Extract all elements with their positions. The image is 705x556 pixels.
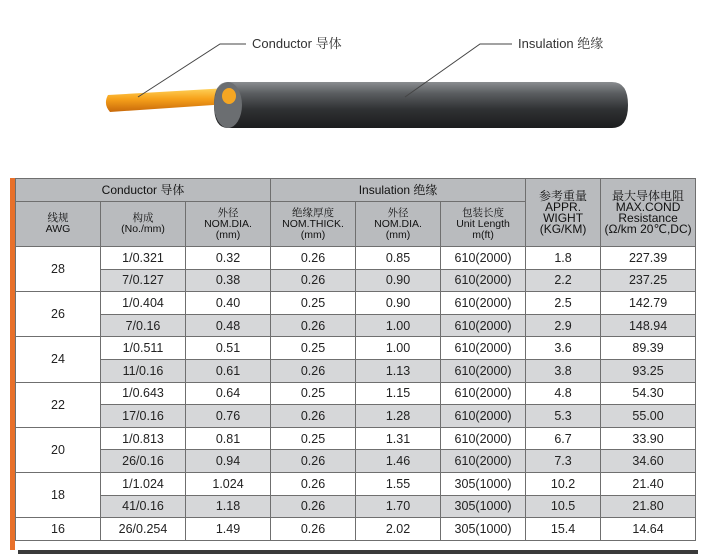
- awg-cell: 18: [16, 472, 101, 517]
- insulation-dia-cell: 1.31: [356, 427, 441, 450]
- resistance-cell: 34.60: [601, 450, 696, 473]
- conductor-dia-cell: 0.76: [186, 405, 271, 428]
- thickness-cell: 0.26: [271, 495, 356, 518]
- composition-cell: 7/0.16: [101, 314, 186, 337]
- unit-length-cell: 610(2000): [441, 450, 526, 473]
- insulation-dia-cell: 1.00: [356, 337, 441, 360]
- table-row: [16, 495, 696, 518]
- table-row: [16, 359, 696, 382]
- unit-length-header-cn: 包装长度: [462, 206, 505, 219]
- unit-length-header: [441, 202, 526, 247]
- cable-diagram: [0, 0, 705, 165]
- conductor-dia-cell: 0.40: [186, 292, 271, 315]
- weight-cell: 1.8: [526, 247, 601, 270]
- thickness-header-cn: 绝缘厚度: [292, 206, 335, 219]
- unit-length-cell: 610(2000): [441, 405, 526, 428]
- weight-header: [526, 179, 601, 247]
- conductor-dia-header-en: NOM.DIA.: [204, 217, 252, 230]
- conductor-dia-cell: 0.94: [186, 450, 271, 473]
- spec-table: [15, 178, 696, 541]
- thickness-cell: 0.25: [271, 427, 356, 450]
- composition-cell: 26/0.254: [101, 518, 186, 541]
- table-row: [16, 247, 696, 270]
- thickness-header-unit: (mm): [300, 228, 326, 241]
- resistance-header-unit: (Ω/km 20℃,DC): [604, 221, 692, 236]
- unit-length-cell: 610(2000): [441, 382, 526, 405]
- conductor-dia-cell: 0.48: [186, 314, 271, 337]
- resistance-cell: 237.25: [601, 269, 696, 292]
- weight-cell: 2.2: [526, 269, 601, 292]
- composition-cell: 11/0.16: [101, 359, 186, 382]
- conductor-dia-cell: 0.61: [186, 359, 271, 382]
- thickness-cell: 0.25: [271, 337, 356, 360]
- unit-length-cell: 610(2000): [441, 247, 526, 270]
- weight-cell: 10.2: [526, 472, 601, 495]
- unit-length-cell: 610(2000): [441, 314, 526, 337]
- resistance-cell: 93.25: [601, 359, 696, 382]
- thickness-cell: 0.26: [271, 405, 356, 428]
- awg-header-en: AWG: [45, 223, 71, 235]
- unit-length-cell: 305(1000): [441, 495, 526, 518]
- table-row: [16, 382, 696, 405]
- table-row: [16, 292, 696, 315]
- weight-header-cn: 参考重量: [539, 188, 588, 203]
- resistance-cell: 21.80: [601, 495, 696, 518]
- thickness-header: [271, 202, 356, 247]
- weight-cell: 10.5: [526, 495, 601, 518]
- table-row: [16, 472, 696, 495]
- thickness-cell: 0.26: [271, 359, 356, 382]
- resistance-cell: 142.79: [601, 292, 696, 315]
- awg-cell: 16: [16, 518, 101, 541]
- thickness-cell: 0.25: [271, 382, 356, 405]
- conductor-dia-header-unit: (mm): [215, 228, 241, 241]
- conductor-dia-header: [186, 202, 271, 247]
- awg-cell: 26: [16, 292, 101, 337]
- conductor-dia-cell: 0.32: [186, 247, 271, 270]
- insulation-dia-cell: 0.90: [356, 269, 441, 292]
- table-row: [16, 269, 696, 292]
- conductor-dia-cell: 0.51: [186, 337, 271, 360]
- resistance-cell: 33.90: [601, 427, 696, 450]
- thickness-cell: 0.25: [271, 292, 356, 315]
- insulation-dia-header-en: NOM.DIA.: [374, 217, 422, 230]
- insulation-dia-cell: 1.13: [356, 359, 441, 382]
- conductor-dia-header-cn: 外径: [217, 206, 239, 219]
- awg-cell: 24: [16, 337, 101, 382]
- conductor-core: [106, 88, 228, 112]
- unit-length-cell: 610(2000): [441, 292, 526, 315]
- insulation-dia-cell: 1.28: [356, 405, 441, 428]
- conductor-dia-cell: 0.38: [186, 269, 271, 292]
- weight-cell: 4.8: [526, 382, 601, 405]
- table-row: [16, 427, 696, 450]
- weight-cell: 15.4: [526, 518, 601, 541]
- insulation-dia-cell: 2.02: [356, 518, 441, 541]
- composition-cell: 1/0.643: [101, 382, 186, 405]
- composition-cell: 1/0.813: [101, 427, 186, 450]
- insulation-dia-cell: 1.15: [356, 382, 441, 405]
- weight-cell: 3.6: [526, 337, 601, 360]
- conductor-dia-cell: 1.49: [186, 518, 271, 541]
- table-row: [16, 337, 696, 360]
- composition-header-cn: 构成: [132, 212, 154, 224]
- thickness-cell: 0.26: [271, 518, 356, 541]
- insulation-dia-cell: 1.70: [356, 495, 441, 518]
- spec-table-frame: [10, 178, 695, 550]
- conductor-dia-cell: 1.024: [186, 472, 271, 495]
- composition-cell: 17/0.16: [101, 405, 186, 428]
- weight-cell: 7.3: [526, 450, 601, 473]
- weight-cell: 2.9: [526, 314, 601, 337]
- conductor-dia-cell: 0.81: [186, 427, 271, 450]
- awg-header-cn: 线规: [47, 212, 69, 224]
- composition-cell: 41/0.16: [101, 495, 186, 518]
- thickness-cell: 0.26: [271, 269, 356, 292]
- insulation-dia-header-unit: (mm): [385, 228, 411, 241]
- weight-cell: 6.7: [526, 427, 601, 450]
- weight-cell: 3.8: [526, 359, 601, 382]
- insulation-dia-cell: 1.55: [356, 472, 441, 495]
- weight-header-en2: WIGHT: [543, 210, 584, 225]
- table-row: [16, 314, 696, 337]
- unit-length-cell: 610(2000): [441, 337, 526, 360]
- conductor-dia-cell: 0.64: [186, 382, 271, 405]
- resistance-header-en2: Resistance: [618, 210, 678, 225]
- insulation-dia-header: [356, 202, 441, 247]
- table-row: [16, 405, 696, 428]
- unit-length-cell: 610(2000): [441, 359, 526, 382]
- weight-header-en1: APPR.: [545, 199, 582, 214]
- composition-cell: 26/0.16: [101, 450, 186, 473]
- composition-cell: 1/1.024: [101, 472, 186, 495]
- insulation-dia-cell: 0.85: [356, 247, 441, 270]
- resistance-header: [601, 179, 696, 247]
- weight-cell: 2.5: [526, 292, 601, 315]
- insulation-dia-cell: 0.90: [356, 292, 441, 315]
- composition-cell: 1/0.321: [101, 247, 186, 270]
- awg-cell: 20: [16, 427, 101, 472]
- insulation-label: Insulation 绝缘: [518, 36, 604, 51]
- conductor-group-header: Conductor 导体: [16, 179, 271, 202]
- composition-header-unit: (No./mm): [121, 223, 165, 235]
- resistance-cell: 54.30: [601, 382, 696, 405]
- thickness-cell: 0.26: [271, 314, 356, 337]
- composition-header: [101, 202, 186, 247]
- spec-table-body: [16, 247, 696, 541]
- insulation-dia-cell: 1.46: [356, 450, 441, 473]
- unit-length-header-en: Unit Length: [456, 217, 510, 230]
- resistance-header-en1: MAX.COND: [615, 199, 681, 214]
- unit-length-cell: 305(1000): [441, 472, 526, 495]
- conductor-dia-cell: 1.18: [186, 495, 271, 518]
- resistance-cell: 21.40: [601, 472, 696, 495]
- thickness-cell: 0.26: [271, 450, 356, 473]
- resistance-cell: 55.00: [601, 405, 696, 428]
- weight-cell: 5.3: [526, 405, 601, 428]
- conductor-label: Conductor 导体: [252, 36, 342, 51]
- unit-length-header-unit: m(ft): [472, 228, 494, 241]
- resistance-cell: 89.39: [601, 337, 696, 360]
- insulation-group-header: Insulation 绝缘: [271, 179, 526, 202]
- table-row: [16, 450, 696, 473]
- unit-length-cell: 610(2000): [441, 427, 526, 450]
- resistance-header-cn: 最大导体电阻: [612, 188, 685, 203]
- resistance-cell: 227.39: [601, 247, 696, 270]
- resistance-cell: 14.64: [601, 518, 696, 541]
- composition-cell: 7/0.127: [101, 269, 186, 292]
- insulation-dia-header-cn: 外径: [387, 206, 409, 219]
- awg-header: [16, 202, 101, 247]
- thickness-cell: 0.26: [271, 247, 356, 270]
- table-row: [16, 518, 696, 541]
- insulation-dia-cell: 1.00: [356, 314, 441, 337]
- resistance-cell: 148.94: [601, 314, 696, 337]
- unit-length-cell: 305(1000): [441, 518, 526, 541]
- thickness-header-en: NOM.THICK.: [282, 217, 344, 230]
- awg-cell: 28: [16, 247, 101, 292]
- thickness-cell: 0.26: [271, 472, 356, 495]
- awg-cell: 22: [16, 382, 101, 427]
- composition-cell: 1/0.404: [101, 292, 186, 315]
- unit-length-cell: 610(2000): [441, 269, 526, 292]
- composition-cell: 1/0.511: [101, 337, 186, 360]
- weight-header-unit: (KG/KM): [539, 221, 587, 236]
- insulation-jacket: [214, 82, 628, 128]
